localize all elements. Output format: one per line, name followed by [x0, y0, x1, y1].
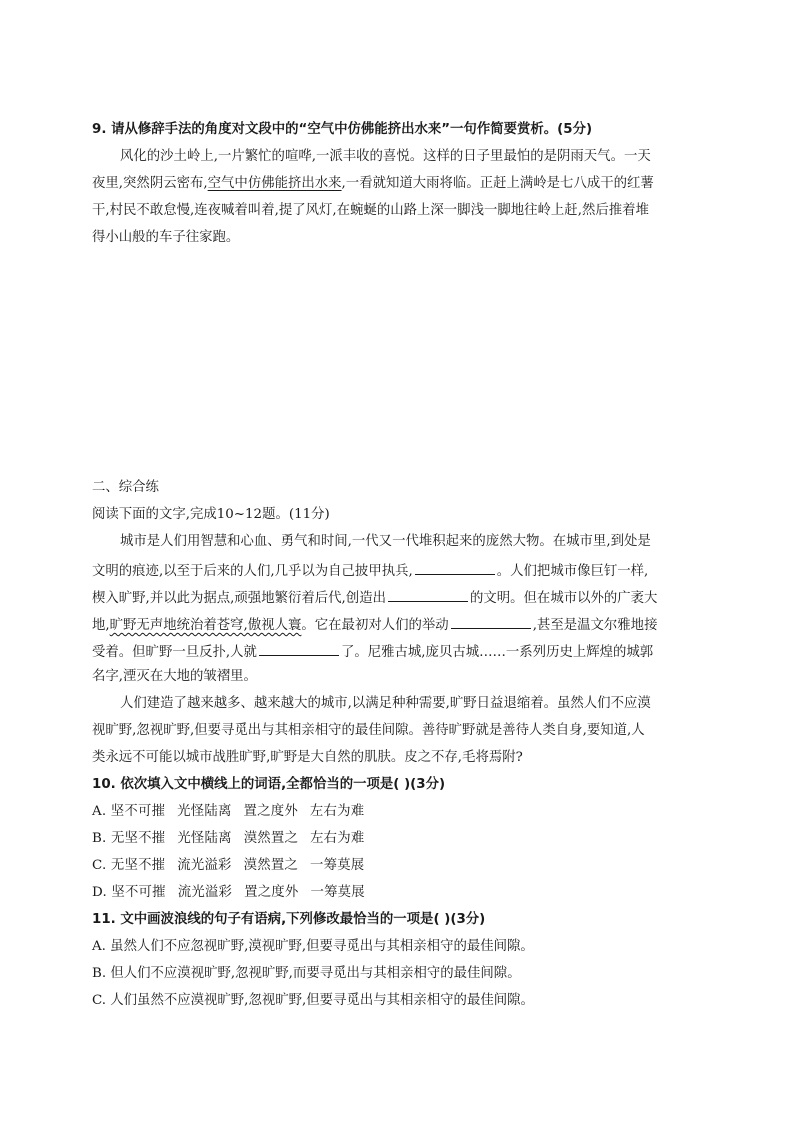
- p2-line-1: 人们建造了越来越多、越来越大的城市,以满足种种需要,旷野日益退缩着。虽然人们不应漠: [120, 696, 651, 711]
- underlined-phrase: 空气中仿佛能挤出水来: [207, 176, 342, 191]
- q10-option-b[interactable]: B. 无坚不摧 光怪陆离 漠然置之 左右为难: [92, 831, 365, 846]
- q9-passage-line-4: 得小山般的车子往家跑。: [92, 230, 240, 245]
- q11-option-b[interactable]: B. 但人们不应漠视旷野,忽视旷野,而要寻觅出与其相亲相守的最佳间隙。: [92, 966, 521, 981]
- p1-line-3: 楔入旷野,并以此为据点,顽强地繁衍着后代,创造出 的文明。但在城市以外的广袤大: [92, 586, 704, 608]
- q9-passage-line-2: 夜里,突然阴云密布,空气中仿佛能挤出水来,一看就知道大雨将临。正赶上满岭是七八成干的红薯: [92, 176, 654, 191]
- section-title: 二、综合练: [92, 480, 159, 495]
- p1-line-6: 名字,湮灭在大地的皱褶里。: [92, 669, 257, 684]
- q10-option-c[interactable]: C. 无坚不摧 流光溢彩 漠然置之 一筹莫展: [92, 858, 365, 873]
- q10-option-d[interactable]: D. 坚不可摧 流光溢彩 置之度外 一筹莫展: [92, 885, 365, 900]
- blank-1[interactable]: [415, 559, 495, 575]
- p1-line-5: 受着。但旷野一旦反扑,人就 了。尼雅古城,庞贝古城……一系列历史上辉煌的城郭: [92, 640, 704, 662]
- q10-option-a[interactable]: A. 坚不可摧 光怪陆离 置之度外 左右为难: [92, 804, 365, 819]
- q11-option-c[interactable]: C. 人们虽然不应漠视旷野,忽视旷野,但要寻觅出与其相亲相守的最佳间隙。: [92, 993, 534, 1008]
- blank-3[interactable]: [451, 613, 531, 629]
- q9-passage-line-3: 干,村民不敢怠慢,连夜喊着叫着,提了风灯,在蜿蜒的山路上深一脚浅一脚地往岭上赶,然后推着堆: [92, 203, 649, 218]
- section-intro: 阅读下面的文字,完成10~12题。(11分): [92, 507, 330, 522]
- blank-2[interactable]: [388, 586, 468, 602]
- q11-stem: 11. 文中画波浪线的句子有语病,下列修改最恰当的一项是( )(3分): [92, 912, 486, 927]
- p1-line-4: 地,旷野无声地统治着苍穹,傲视人寰。它在最初对人们的举动 ,甚至是温文尔雅地接: [92, 613, 704, 635]
- wavy-underlined-sentence: 旷野无声地统治着苍穹,傲视人寰: [109, 618, 302, 633]
- q10-stem: 10. 依次填入文中横线上的词语,全都恰当的一项是( )(3分): [92, 777, 446, 792]
- p1-line-1: 城市是人们用智慧和心血、勇气和时间,一代又一代堆积起来的庞然大物。在城市里,到处是: [120, 534, 651, 549]
- q11-option-a[interactable]: A. 虽然人们不应忽视旷野,漠视旷野,但要寻觅出与其相亲相守的最佳间隙。: [92, 939, 534, 954]
- q9-passage-line-1: 风化的沙土岭上,一片繁忙的喧哗,一派丰收的喜悦。这样的日子里最怕的是阴雨天气。一天: [120, 149, 651, 164]
- p1-line-2: 文明的痕迹,以至于后来的人们,几乎以为自己披甲执兵, 。人们把城市像巨钉一样,: [92, 559, 704, 581]
- p2-line-2: 视旷野,忽视旷野,但要寻觅出与其相亲相守的最佳间隙。善待旷野就是善待人类自身,要知道,人: [92, 723, 645, 738]
- q9-stem: 9. 请从修辞手法的角度对文段中的“空气中仿佛能挤出水来”一句作简要赏析。(5分): [92, 122, 593, 137]
- blank-4[interactable]: [259, 640, 339, 656]
- p2-line-3: 类永远不可能以城市战胜旷野,旷野是大自然的肌肤。皮之不存,毛将焉附?: [92, 750, 523, 765]
